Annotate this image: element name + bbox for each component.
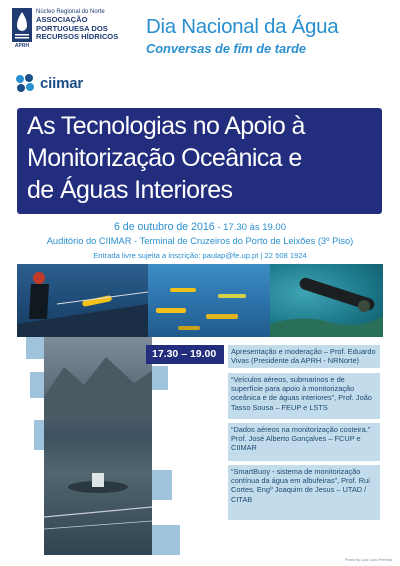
headline-line2: Monitorização Oceânica e: [27, 144, 302, 172]
organization-line1: Núcleo Regional do Norte: [36, 9, 105, 15]
event-title: Dia Nacional da Água: [146, 15, 339, 38]
date-text: 6 de outubro de 2016: [113, 221, 215, 233]
event-venue: Auditório do CIIMAR - Terminal de Cruzeiros do Porto de Leixões (3º Piso): [46, 236, 354, 246]
mosaic-tile: [152, 525, 180, 555]
mosaic-tile: [152, 366, 168, 390]
photo-underwater-vehicle: [270, 264, 383, 337]
aprh-logo-mark: APRH: [14, 43, 30, 48]
schedule-time-box: [146, 345, 224, 364]
time-text: - 17.30 às 19.00: [214, 222, 287, 233]
organization-line4: RECURSOS HÍDRICOS: [36, 32, 119, 42]
mosaic-tile: [152, 470, 172, 500]
headline-line1: As Tecnologias no Apoio à: [27, 112, 305, 140]
organization-name: [36, 9, 136, 42]
schedule-item: “Veículos aéreos, submarinos e de superfície para apoio à monitorização oceânica e de águas interiores”, Prof. João Tasso Sousa – FEUP e LSTS: [228, 373, 380, 419]
schedule-item: “Dados aéreos na monitorização costeira.” Prof. José Alberto Gonçalves – FCUP e CIIMAR: [228, 423, 380, 461]
event-date: [0, 221, 400, 233]
ciimar-name: ciimar: [40, 74, 83, 92]
schedule-time: 17.30 – 19.00: [152, 348, 217, 360]
mosaic-tile: [34, 420, 44, 450]
headline-banner: [17, 108, 382, 214]
schedule-item: “SmartBuoy - sistema de monitorização contínua da água em albufeiras”, Prof. Rui Cortes, Engº Joaquim de Jesus – UTAD / CITAB: [228, 465, 380, 520]
photo-credit: Photo by Luís Lobo Ferreira: [344, 558, 392, 562]
photo-surface-vehicles: [148, 264, 270, 337]
headline-line3: de Águas Interiores: [27, 176, 233, 204]
ciimar-logo-icon: [14, 72, 36, 94]
mosaic-tile: [26, 337, 44, 359]
organization-line3: PORTUGUESA DOS: [36, 23, 108, 33]
ciimar-logo: [14, 72, 83, 94]
organization-line2: ASSOCIAÇÃO: [36, 15, 88, 24]
event-registration: Entrada livre sujeita a inscrição: paulap@fe.up.pt | 22 508 1924: [93, 251, 307, 260]
photo-boat-crew: [17, 264, 148, 337]
photo-reservoir-buoy: [44, 337, 152, 555]
aprh-logo-icon: [12, 8, 32, 48]
schedule-item: Apresentação e moderação – Prof. Eduardo Vivas (Presidente da APRH - NRNorte): [228, 345, 380, 368]
mosaic-tile: [30, 372, 44, 398]
event-subtitle: Conversas de fim de tarde: [146, 41, 307, 56]
